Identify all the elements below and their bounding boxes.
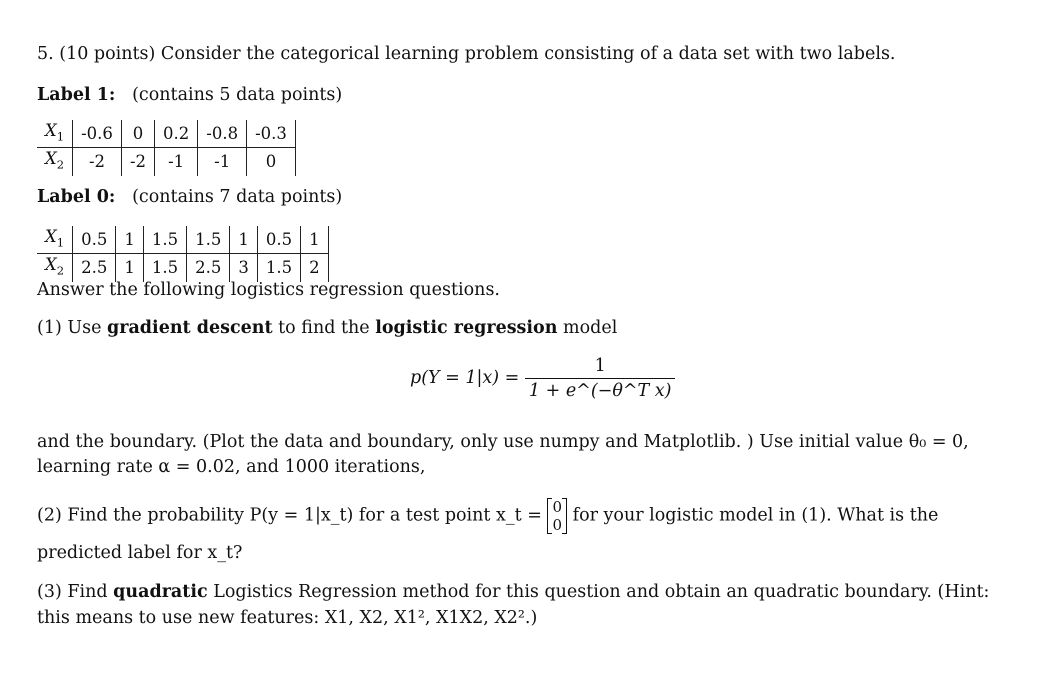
table-cell: -2: [121, 148, 154, 176]
label0-title: Label 0:: [37, 187, 116, 207]
formula-lhs: p(Y = 1|x) =: [410, 368, 520, 388]
table-cell: 0: [121, 120, 154, 148]
table-cell: 1.5: [257, 254, 300, 282]
table-cell: -1: [155, 148, 198, 176]
q1-mid: to find the: [278, 318, 370, 338]
question-2-line1: [37, 498, 938, 534]
q2-part1: (2) Find the probability P(y = 1|x_t) for a test point x_t =: [37, 505, 542, 526]
formula-fraction: [525, 356, 676, 401]
table-row: [37, 148, 295, 176]
question-3-line2: this means to use new features: X1, X2, X1², X1X2, X2².): [37, 608, 538, 628]
table-cell: 1: [301, 226, 329, 254]
q1-prefix: (1) Use: [37, 318, 102, 338]
row-label: $X_1$: [37, 226, 73, 254]
table-cell: 2.5: [73, 254, 116, 282]
label0-description: (contains 7 data points): [132, 187, 343, 207]
vector-entry: 0: [552, 516, 563, 534]
row-label: $X_2$: [45, 149, 65, 172]
table-cell: 3: [230, 254, 258, 282]
table-cell: -1: [198, 148, 247, 176]
label0-heading: [37, 187, 342, 207]
table-cell: 2.5: [187, 254, 230, 282]
label1-table: [37, 120, 296, 176]
table-row: [37, 120, 295, 148]
q2-part2: for your logistic model in (1). What is the: [572, 505, 939, 526]
question-2-line2: predicted label for x_t?: [37, 543, 243, 563]
problem-header: 5. (10 points) Consider the categorical learning problem consisting of a data set with two labels.: [37, 44, 896, 64]
question-1-line2: and the boundary. (Plot the data and boundary, only use numpy and Matplotlib. ) Use initial value θ₀ = 0,: [37, 432, 969, 452]
table-cell: -0.6: [73, 120, 122, 148]
q1-model: logistic regression: [375, 318, 558, 338]
table-cell: 0: [247, 148, 296, 176]
q1-suffix: model: [563, 318, 618, 338]
table-row: [37, 254, 328, 282]
table-cell: 1.5: [143, 226, 186, 254]
logistic-formula: [410, 356, 675, 401]
label1-description: (contains 5 data points): [132, 85, 343, 105]
label1-title: Label 1:: [37, 85, 116, 105]
formula-denominator: 1 + e^(−θ^T x): [528, 381, 672, 401]
table-cell: 1.5: [143, 254, 186, 282]
label1-heading: [37, 85, 342, 105]
vector-entry: 0: [552, 498, 563, 516]
formula-numerator: 1: [525, 356, 676, 379]
table-cell: 1: [116, 254, 144, 282]
q3-suffix: Logistics Regression method for this question and obtain an quadratic boundary. (Hint:: [213, 582, 990, 602]
table-cell: -0.3: [247, 120, 296, 148]
row-label: $X_2$: [45, 255, 65, 278]
table-cell: 1: [116, 226, 144, 254]
table-cell: 1.5: [187, 226, 230, 254]
table-cell: 1: [230, 226, 258, 254]
table-row: [37, 226, 328, 254]
table-cell: 2: [301, 254, 329, 282]
table-cell: 0.5: [257, 226, 300, 254]
question-1-line3: learning rate α = 0.02, and 1000 iterations,: [37, 457, 426, 477]
question-3-line1: [37, 582, 989, 602]
table-cell: 0.2: [155, 120, 198, 148]
answer-instruction: Answer the following logistics regression questions.: [37, 280, 500, 300]
table-cell: -0.8: [198, 120, 247, 148]
q1-method: gradient descent: [107, 318, 273, 338]
row-label: $X_1$: [37, 120, 73, 148]
q3-bold: quadratic: [113, 582, 208, 602]
table-cell: -2: [73, 148, 122, 176]
question-1-line1: [37, 318, 617, 338]
test-point-vector: [547, 498, 567, 534]
q3-prefix: (3) Find: [37, 582, 108, 602]
table-cell: 0.5: [73, 226, 116, 254]
label0-table: [37, 226, 329, 282]
